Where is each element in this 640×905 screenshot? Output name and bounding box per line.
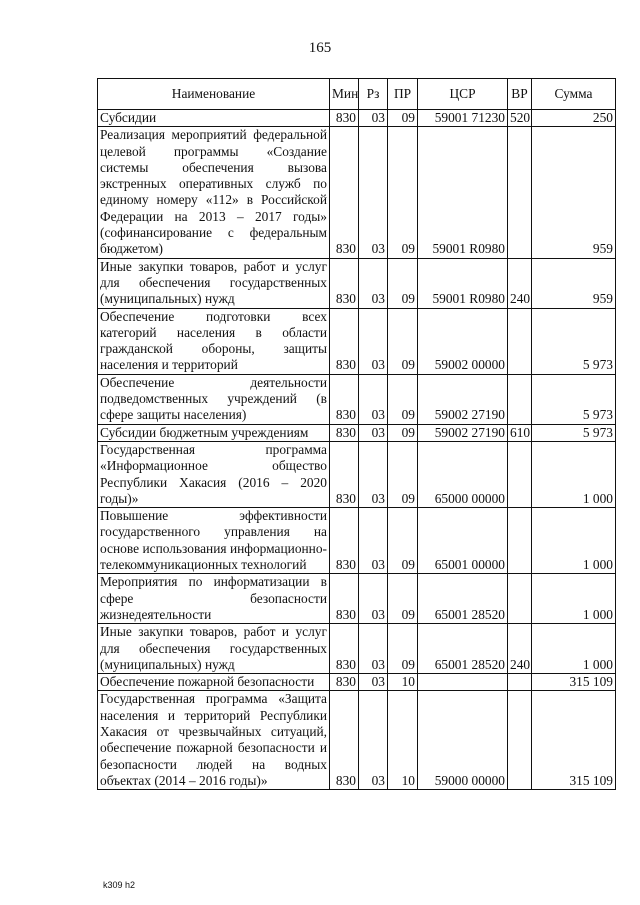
row-min: 830 — [330, 508, 359, 574]
row-vr — [508, 441, 532, 507]
row-sum: 959 — [532, 127, 616, 258]
table-row — [98, 674, 616, 691]
row-sum: 1 000 — [532, 441, 616, 507]
table-header-row — [98, 79, 616, 110]
row-rz: 03 — [359, 424, 388, 441]
row-rz: 03 — [359, 674, 388, 691]
row-sum: 1 000 — [532, 508, 616, 574]
table-row — [98, 110, 616, 127]
row-rz: 03 — [359, 441, 388, 507]
table-row — [98, 691, 616, 790]
row-pr: 09 — [388, 308, 418, 374]
row-csr: 65001 28520 — [418, 624, 508, 674]
row-min: 830 — [330, 308, 359, 374]
row-vr: 610 — [508, 424, 532, 441]
table-row — [98, 374, 616, 424]
row-min: 830 — [330, 624, 359, 674]
row-csr: 65001 00000 — [418, 508, 508, 574]
row-sum: 1 000 — [532, 624, 616, 674]
row-pr: 09 — [388, 110, 418, 127]
row-rz: 03 — [359, 374, 388, 424]
row-rz: 03 — [359, 258, 388, 308]
row-vr: 240 — [508, 258, 532, 308]
column-header-csr: ЦСР — [418, 79, 508, 110]
row-min: 830 — [330, 258, 359, 308]
row-rz: 03 — [359, 508, 388, 574]
row-min: 830 — [330, 441, 359, 507]
row-pr: 09 — [388, 127, 418, 258]
row-vr — [508, 374, 532, 424]
row-vr — [508, 127, 532, 258]
table-row — [98, 127, 616, 258]
table-row — [98, 574, 616, 624]
row-csr — [418, 674, 508, 691]
row-csr: 65001 28520 — [418, 574, 508, 624]
row-vr — [508, 508, 532, 574]
row-pr: 09 — [388, 574, 418, 624]
row-rz: 03 — [359, 691, 388, 790]
row-sum: 5 973 — [532, 308, 616, 374]
column-header-rz: Рз — [359, 79, 388, 110]
row-name: Субсидии бюджетным учреждениям — [98, 424, 330, 441]
row-name: Государственная программа «Защита населения и территорий Республики Хакасия от чрезвычайных ситуаций, обеспечение пожарной безопасности и безопасности людей на водных объектах (2014 – 2016 годы)» — [98, 691, 330, 790]
row-pr: 09 — [388, 624, 418, 674]
row-min: 830 — [330, 110, 359, 127]
row-pr: 09 — [388, 441, 418, 507]
row-rz: 03 — [359, 127, 388, 258]
table-row — [98, 308, 616, 374]
row-csr: 65000 00000 — [418, 441, 508, 507]
column-header-pr: ПР — [388, 79, 418, 110]
column-header-sum: Сумма — [532, 79, 616, 110]
column-header-min: Мин — [330, 79, 359, 110]
row-sum: 250 — [532, 110, 616, 127]
row-min: 830 — [330, 574, 359, 624]
row-vr — [508, 574, 532, 624]
row-csr: 59002 27190 — [418, 424, 508, 441]
row-sum: 959 — [532, 258, 616, 308]
row-min: 830 — [330, 691, 359, 790]
row-csr: 59002 27190 — [418, 374, 508, 424]
row-name: Иные закупки товаров, работ и услуг для обеспечения государственных (муниципальных) нужд — [98, 258, 330, 308]
row-name: Повышение эффективности государственного управления на основе использования информационно-телекоммуникационных технологий — [98, 508, 330, 574]
row-pr: 09 — [388, 508, 418, 574]
row-csr: 59001 R0980 — [418, 127, 508, 258]
row-sum: 5 973 — [532, 374, 616, 424]
row-pr: 09 — [388, 258, 418, 308]
row-name: Обеспечение пожарной безопасности — [98, 674, 330, 691]
row-name: Обеспечение подготовки всех категорий населения в области гражданской обороны, защиты населения и территорий — [98, 308, 330, 374]
row-vr — [508, 308, 532, 374]
column-header-name: Наименование — [98, 79, 330, 110]
row-name: Иные закупки товаров, работ и услуг для обеспечения государственных (муниципальных) нужд — [98, 624, 330, 674]
row-sum: 1 000 — [532, 574, 616, 624]
row-sum: 5 973 — [532, 424, 616, 441]
table-row — [98, 508, 616, 574]
table-row — [98, 624, 616, 674]
row-csr: 59001 R0980 — [418, 258, 508, 308]
row-min: 830 — [330, 424, 359, 441]
row-name: Государственная программа «Информационное общество Республики Хакасия (2016 – 2020 годы)» — [98, 441, 330, 507]
row-rz: 03 — [359, 110, 388, 127]
row-min: 830 — [330, 127, 359, 258]
page-number: 165 — [308, 40, 332, 56]
row-min: 830 — [330, 674, 359, 691]
row-name: Субсидии — [98, 110, 330, 127]
row-vr: 520 — [508, 110, 532, 127]
row-csr: 59002 00000 — [418, 308, 508, 374]
row-sum: 315 109 — [532, 691, 616, 790]
row-sum: 315 109 — [532, 674, 616, 691]
table-row — [98, 424, 616, 441]
row-vr: 240 — [508, 624, 532, 674]
footer-code: k309 h2 — [103, 880, 136, 890]
row-min: 830 — [330, 374, 359, 424]
table-row — [98, 258, 616, 308]
table-row — [98, 441, 616, 507]
row-pr: 09 — [388, 374, 418, 424]
row-rz: 03 — [359, 574, 388, 624]
row-csr: 59000 00000 — [418, 691, 508, 790]
row-name: Мероприятия по информатизации в сфере безопасности жизнедеятельности — [98, 574, 330, 624]
row-csr: 59001 71230 — [418, 110, 508, 127]
column-header-vr: ВР — [508, 79, 532, 110]
row-name: Обеспечение деятельности подведомственных учреждений (в сфере защиты населения) — [98, 374, 330, 424]
row-name: Реализация мероприятий федеральной целевой программы «Создание системы обеспечения вызова экстренных оперативных служб по единому номеру «112» в Российской Федерации на 2013 – 2017 годы» (софинансирование с федеральным бюджетом) — [98, 127, 330, 258]
row-rz: 03 — [359, 624, 388, 674]
row-vr — [508, 674, 532, 691]
row-pr: 10 — [388, 691, 418, 790]
row-rz: 03 — [359, 308, 388, 374]
row-vr — [508, 691, 532, 790]
budget-table — [97, 78, 616, 790]
row-pr: 09 — [388, 424, 418, 441]
row-pr: 10 — [388, 674, 418, 691]
